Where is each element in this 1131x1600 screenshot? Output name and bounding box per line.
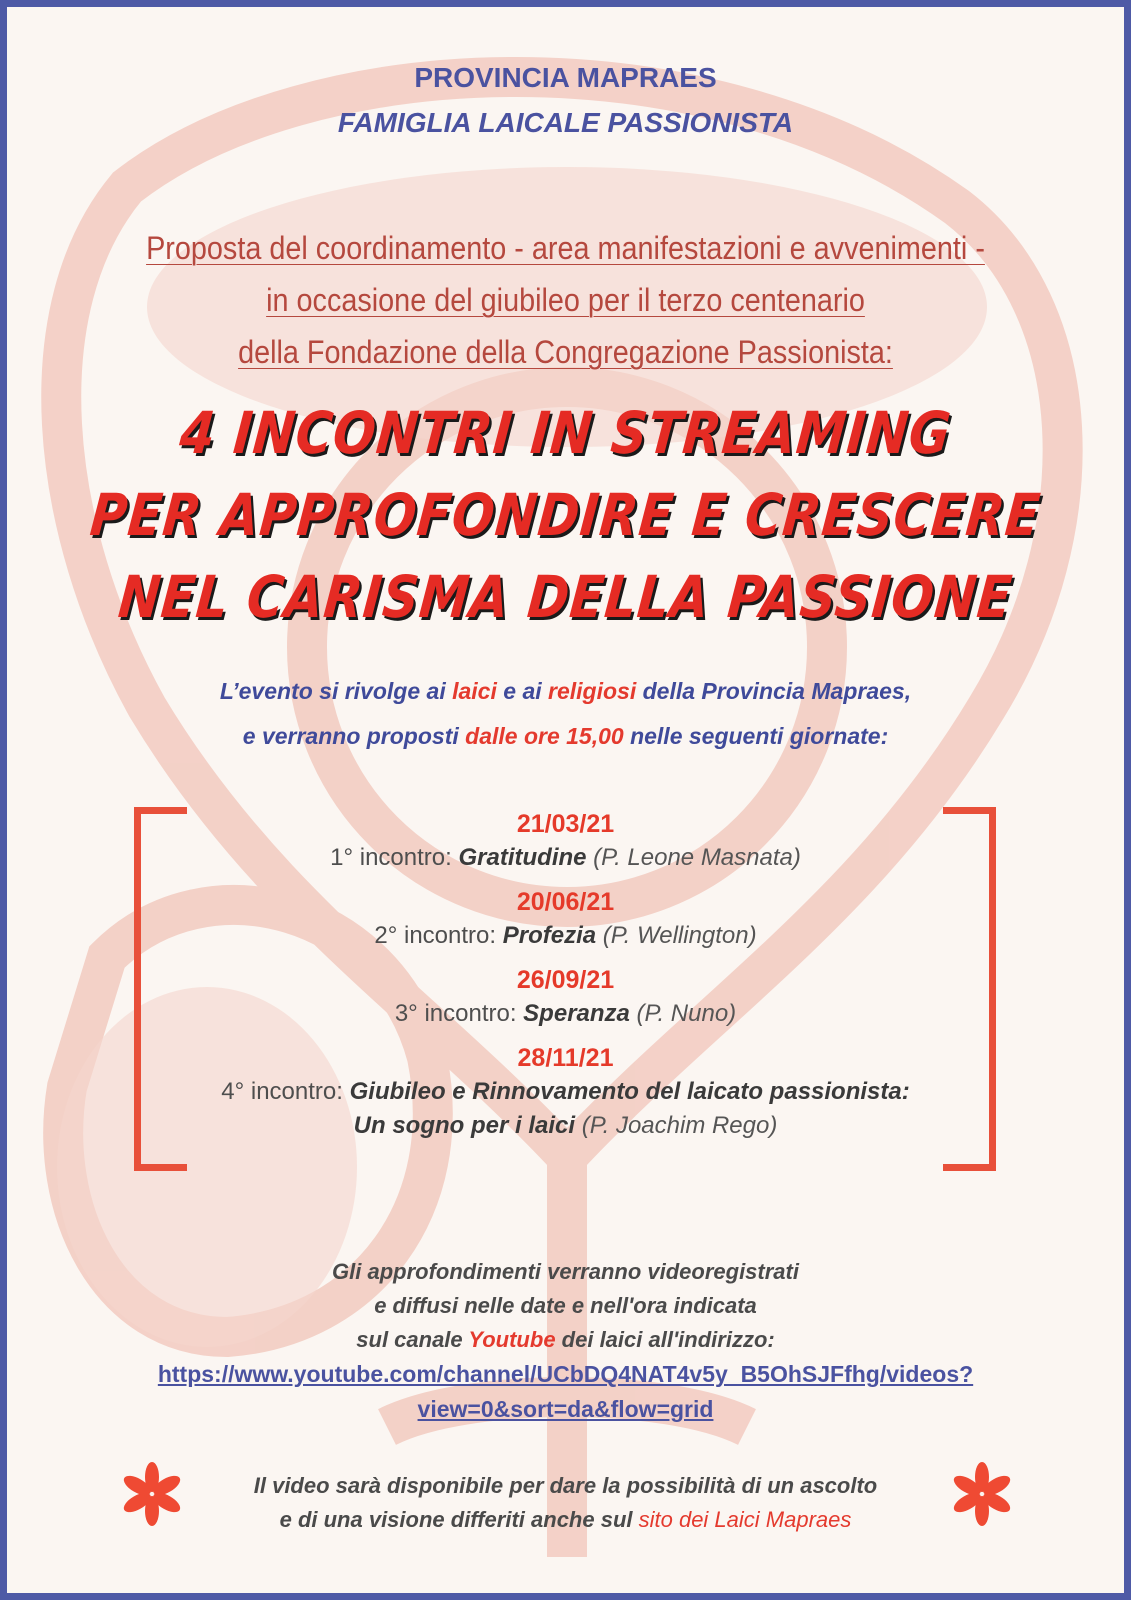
- meeting-speaker: (P. Joachim Rego): [575, 1112, 778, 1139]
- poster-content: [7, 7, 1124, 1593]
- meeting-topic: Profezia: [502, 922, 597, 949]
- meeting-speaker: (P. Wellington): [596, 922, 757, 949]
- link-line-1[interactable]: https://www.youtube.com/channel/UCbDQ4NAT4v5y_B5OhSJFfhg/videos?: [157, 1361, 974, 1387]
- family-heading: FAMIGLIA LAICALE PASSIONISTA: [337, 107, 794, 138]
- recording-line-1: Gli approfondimenti verranno videoregistrati: [332, 1259, 799, 1284]
- religiosi-highlight: religiosi: [548, 678, 637, 704]
- meeting-speaker: (P. Nuno): [629, 1000, 737, 1027]
- recording-info: [7, 1255, 1124, 1357]
- meeting-topic: Speranza: [523, 1000, 630, 1027]
- meeting-item: [7, 963, 1124, 1031]
- meeting-description: 4° incontro: Giubileo e Rinnovamento del laicato passionista:: [221, 1078, 910, 1105]
- note-line-1: Il video sarà disponibile per dare la possibilità di un ascolto: [253, 1473, 878, 1498]
- main-title: [7, 392, 1124, 638]
- province-heading: PROVINCIA MAPRAES: [414, 62, 717, 93]
- proposal-line-2: in occasione del giubileo per il terzo centenario: [266, 282, 865, 318]
- meetings-list: [7, 807, 1124, 1153]
- meeting-item: [7, 807, 1124, 875]
- meeting-topic: Giubileo e Rinnovamento del laicato passionista:: [349, 1078, 910, 1105]
- meeting-description: 3° incontro: Speranza (P. Nuno): [394, 1000, 737, 1027]
- time-highlight: dalle ore 15,00: [465, 723, 624, 749]
- youtube-channel-link[interactable]: [7, 1357, 1124, 1427]
- meeting-description-cont: [7, 1109, 1124, 1143]
- youtube-label: Youtube: [468, 1327, 556, 1352]
- availability-note: [7, 1469, 1124, 1537]
- title-line-3: NEL CARISMA DELLA PASSIONE: [115, 563, 1016, 631]
- note-line-2: e di una visione differiti anche sul sito dei Laici Mapraes: [279, 1507, 852, 1532]
- event-intro: [7, 669, 1124, 759]
- meeting-item: [7, 885, 1124, 953]
- proposal-text: [7, 222, 1124, 378]
- meeting-date: 21/03/21: [516, 810, 615, 838]
- laici-highlight: laici: [452, 678, 497, 704]
- meeting-item: [7, 1041, 1124, 1143]
- recording-line-3: sul canale Youtube dei laici all'indirizzo:: [356, 1327, 775, 1352]
- meeting-speaker: (P. Leone Masnata): [586, 844, 801, 871]
- laici-site-link[interactable]: sito dei Laici Mapraes: [638, 1507, 852, 1532]
- meeting-topic-2: Un sogno per i laici: [353, 1112, 576, 1139]
- intro-line-1: L’evento si rivolge ai laici e ai religiosi della Provincia Mapraes,: [219, 678, 912, 704]
- meeting-description: 1° incontro: Gratitudine (P. Leone Masnata): [330, 844, 801, 871]
- recording-line-2: e diffusi nelle date e nell'ora indicata: [374, 1293, 757, 1318]
- proposal-line-3: della Fondazione della Congregazione Passionista:: [238, 334, 893, 370]
- meeting-topic: Gratitudine: [458, 844, 587, 871]
- intro-line-2: e verranno proposti dalle ore 15,00 nelle seguenti giornate:: [242, 723, 889, 749]
- link-line-2[interactable]: view=0&sort=da&flow=grid: [417, 1396, 714, 1422]
- proposal-line-1: Proposta del coordinamento - area manifestazioni e avvenimenti -: [146, 230, 985, 266]
- meeting-description: 2° incontro: Profezia (P. Wellington): [374, 922, 757, 949]
- title-line-2: PER APPROFONDIRE E CRESCERE: [87, 481, 1044, 549]
- meeting-date: 20/06/21: [516, 888, 615, 916]
- meeting-date: 28/11/21: [517, 1044, 614, 1072]
- meeting-date: 26/09/21: [516, 966, 615, 994]
- title-line-1: 4 INCONTRI IN STREAMING: [176, 399, 955, 467]
